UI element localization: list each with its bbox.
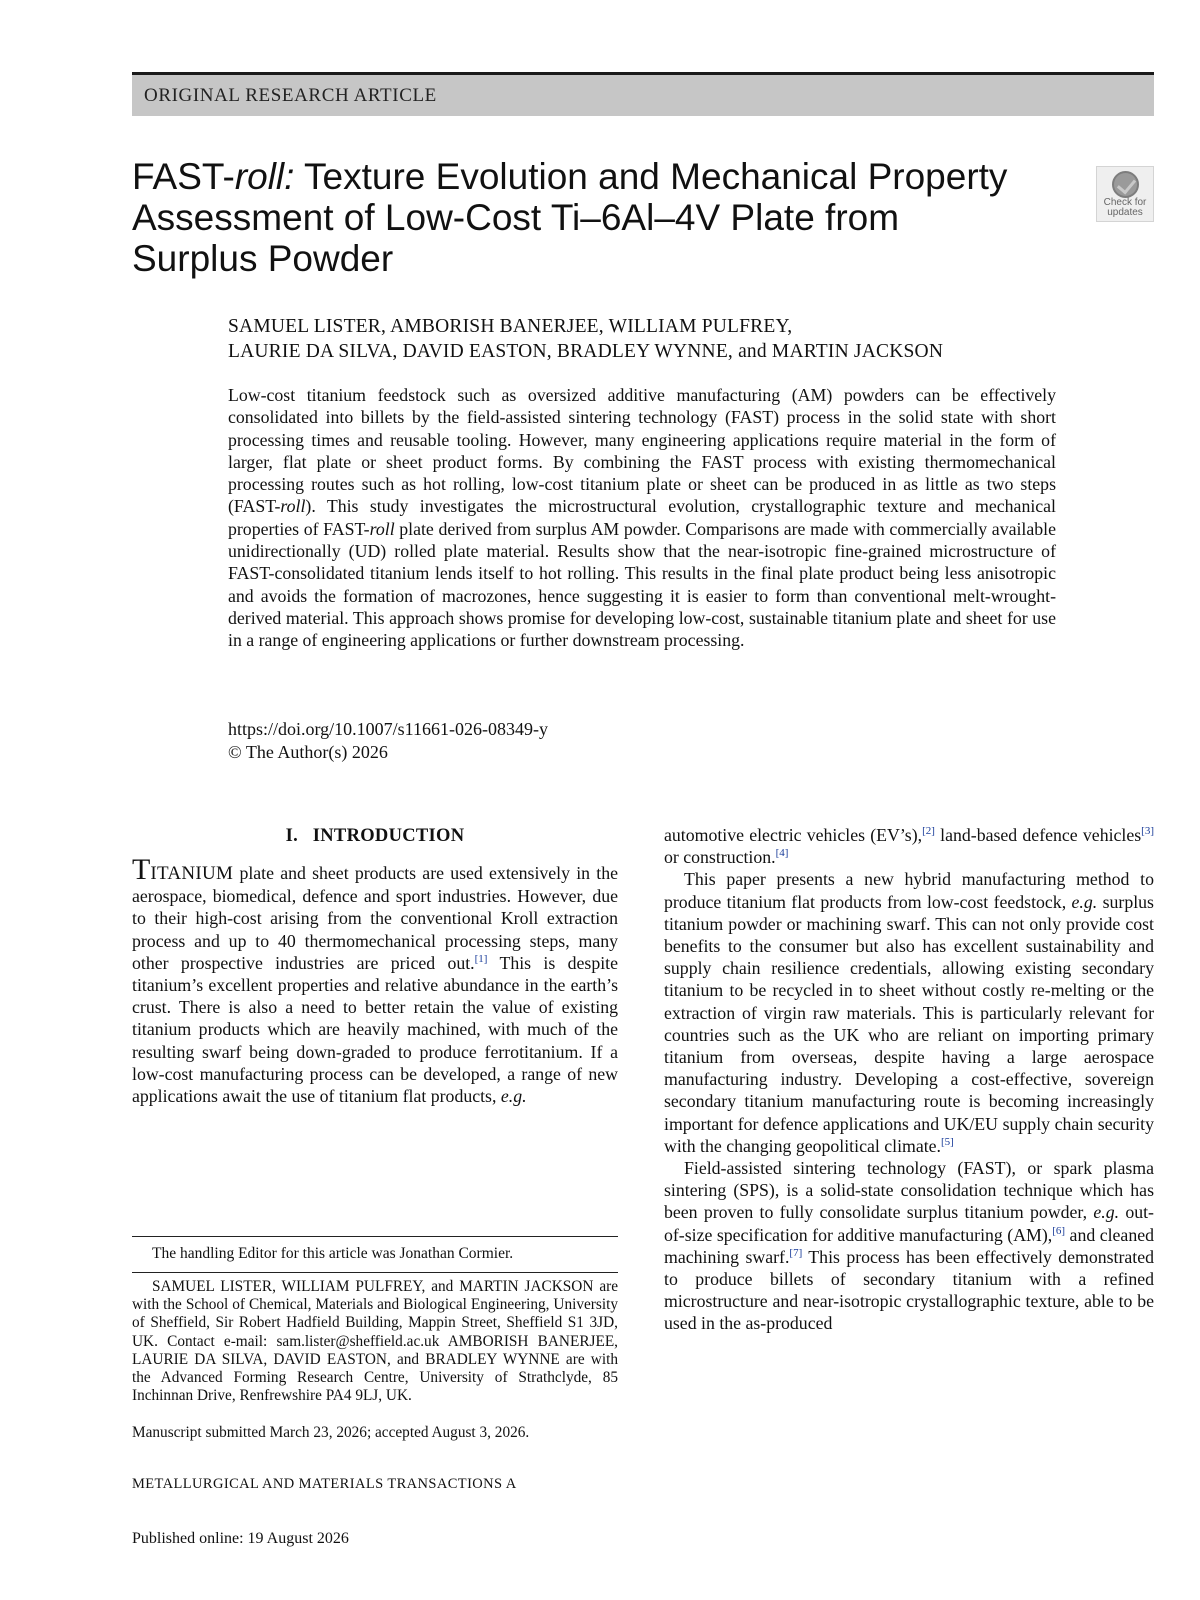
- intro-text-r3a: Field-assisted sintering technology (FAST), or spark plasma sintering (SPS), is a solid-state consolidation technique which has been proven to fully consolidate surplus titanium powder,: [664, 1158, 1154, 1223]
- intro-text-r1c: or construction.: [664, 847, 776, 868]
- intro-eg-3: e.g.: [1093, 1202, 1120, 1223]
- citation-4[interactable]: [4]: [775, 847, 789, 860]
- doi-link[interactable]: https://doi.org/10.1007/s11661-026-08349-y: [228, 719, 549, 739]
- check-badge-line1: Check for: [1103, 197, 1147, 208]
- intro-paragraph-2: [664, 868, 1154, 1157]
- check-badge-line2: updates: [1107, 207, 1143, 218]
- abstract-text-3: plate derived from surplus AM powder. Comparisons are made with commercially available unidirectionally (UD) rolled plate material. Results show that the near-isotropic fine-grained microstructure of FAST-consolidated titanium lends itself to hot rolling. This results in the final plate product being less anisotropic and avoids the formation of macrozones, hence suggesting it is easier to form than conventional melt-wrought-derived material. This approach shows promise for developing low-cost, sustainable titanium plate and sheet for use in a range of engineering applications or further downstream processing.: [228, 518, 1056, 651]
- intro-text-r3d: This process has been effectively demonstrated to produce billets of secondary titanium with a refined microstructure and near-isotropic crystallographic texture, able to be used in the as-produced: [664, 1246, 1154, 1334]
- right-column: [664, 824, 1154, 1335]
- title-italic: roll:: [234, 156, 295, 197]
- authors-line1: SAMUEL LISTER, AMBORISH BANERJEE, WILLIAM PULFREY,: [228, 316, 793, 337]
- footnote-divider-2: [132, 1272, 618, 1273]
- citation-2[interactable]: [2]: [922, 825, 935, 838]
- footnote-affiliations: SAMUEL LISTER, WILLIAM PULFREY, and MARTIN JACKSON are with the School of Chemical, Materials and Biological Engineering, University of Sheffield, Sir Robert Hadfield Building, Mappin Street, Sheffield S1 3JD, UK. Contact e-mail: sam.lister@sheffield.ac.uk AMBORISH BANERJEE, LAURIE DA SILVA, DAVID EASTON, and BRADLEY WYNNE are with the Advanced Forming Research Centre, University of Strathclyde, 85 Inchinnan Drive, Renfrewshire PA4 9LJ, UK.: [132, 1278, 618, 1405]
- drop-cap: T: [132, 853, 151, 886]
- abstract-text-1: Low-cost titanium feedstock such as oversized additive manufacturing (AM) powders can be effectively consolidated into billets by the field-assisted sintering technology (FAST) process in the solid state with short processing times and reusable tooling. However, many engineering applications require material in the form of larger, flat plate or sheet product forms. By combining the FAST process with existing thermomechanical processing routes such as hot rolling, low-cost titanium plate or sheet can be produced in as little as two steps (FAST-: [228, 385, 1056, 517]
- intro-text-r3b: out-of-size specification for additive manufacturing (AM),: [664, 1202, 1154, 1245]
- author-list: [228, 314, 1108, 364]
- journal-name: METALLURGICAL AND MATERIALS TRANSACTIONS A: [132, 1476, 517, 1492]
- abstract: [228, 384, 1056, 652]
- abstract-italic-1: roll: [280, 496, 306, 517]
- intro-text-r1a: automotive electric vehicles (EV’s),: [664, 825, 923, 845]
- intro-paragraph-1: [132, 853, 618, 1107]
- check-for-updates-icon: [1112, 171, 1139, 198]
- citation-5[interactable]: [5]: [941, 1135, 954, 1148]
- small-caps-word: ITANIUM: [150, 863, 234, 884]
- intro-text-1a: plate and sheet products are used extensively in the aerospace, biomedical, defence and sport industries. However, due to their high-cost arising from the conventional Kroll extraction process and up to 40 thermomechanical processing steps, many other prospective industries are priced out.: [132, 863, 618, 973]
- title-part2: Texture Evolution and Mechanical Property Assessment of Low-Cost Ti–6Al–4V Plate from Surplus Powder: [132, 156, 1008, 279]
- abstract-italic-2: roll: [369, 518, 395, 539]
- abstract-text-2: ). This study investigates the microstructural evolution, crystallographic texture and mechanical properties of FAST-: [228, 496, 1056, 539]
- citation-1[interactable]: [1]: [474, 952, 488, 965]
- intro-text-1b: This is despite titanium’s excellent properties and relative abundance in the earth’s crust. There is also a need to better retain the value of existing titanium products which are heavily machined, with much of the resulting swarf being down-graded to produce ferrotitanium. If a low-cost manufacturing process can be developed, a range of new applications await the use of titanium flat products,: [132, 952, 618, 1107]
- footnote-manuscript-dates: Manuscript submitted March 23, 2026; accepted August 3, 2026.: [132, 1424, 530, 1441]
- check-for-updates-badge[interactable]: [1096, 166, 1154, 222]
- title-part1: FAST-: [132, 156, 235, 197]
- section-heading-introduction: I. INTRODUCTION: [285, 826, 465, 846]
- footnote-editor: The handling Editor for this article was Jonathan Cormier.: [152, 1245, 514, 1262]
- left-column: [132, 853, 618, 1107]
- article-type-banner: [132, 72, 1154, 116]
- citation-6[interactable]: [6]: [1052, 1224, 1066, 1237]
- intro-text-r2a: This paper presents a new hybrid manufacturing method to produce titanium flat products from low-cost feedstock,: [664, 869, 1154, 912]
- published-online-date: Published online: 19 August 2026: [132, 1530, 349, 1547]
- footnote-divider-1: [132, 1236, 618, 1237]
- authors-line2: LAURIE DA SILVA, DAVID EASTON, BRADLEY WYNNE, and MARTIN JACKSON: [228, 341, 944, 362]
- intro-eg-1: e.g.: [500, 1086, 527, 1107]
- citation-3[interactable]: [3]: [1141, 825, 1154, 838]
- intro-eg-2: e.g.: [1071, 891, 1098, 912]
- intro-paragraph-3: [664, 1157, 1154, 1335]
- article-type-label: ORIGINAL RESEARCH ARTICLE: [144, 85, 437, 106]
- intro-paragraph-1-cont: [664, 824, 1154, 868]
- copyright: © The Author(s) 2026: [228, 742, 388, 762]
- intro-text-r2b: surplus titanium powder or machining swarf. This can not only provide cost benefits to the consumer but also has excellent sustainability and supply chain resilience credentials, allowing existing secondary titanium to be recycled in to sheet without costly re-melting or the extraction of virgin raw materials. This is particularly relevant for countries such as the UK who are reliant on importing primary titanium from overseas, despite having a large aerospace manufacturing industry. Developing a cost-effective, sovereign secondary titanium manufacturing route is becoming increasingly important for defence applications and UK/EU supply chain security with the changing geopolitical climate.: [664, 891, 1154, 1156]
- intro-text-r3c: and cleaned machining swarf.: [664, 1224, 1154, 1267]
- article-title: [132, 156, 1012, 279]
- citation-7[interactable]: [7]: [789, 1246, 803, 1259]
- intro-text-r1b: land-based defence vehicles: [934, 825, 1142, 845]
